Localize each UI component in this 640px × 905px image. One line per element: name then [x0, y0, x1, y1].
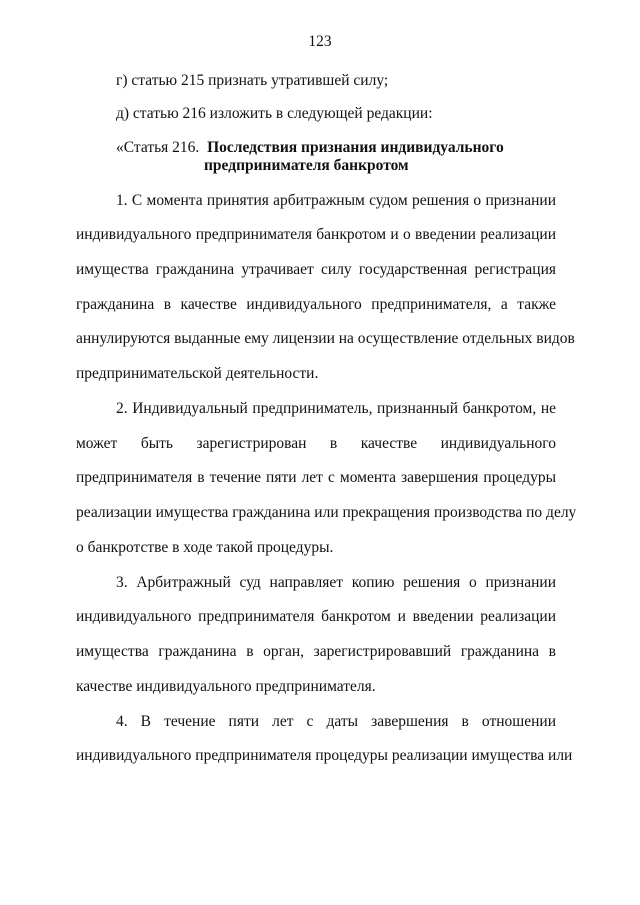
paragraph-line: качестве индивидуального предпринимателя.	[76, 678, 376, 695]
paragraph-line: аннулируются выданные ему лицензии на осуществление отдельных видов	[76, 330, 575, 347]
paragraph-line: имущества гражданина утрачивает силу государственная регистрация	[76, 261, 556, 278]
article-heading-line1	[116, 139, 504, 157]
paragraph-line: 2. Индивидуальный предприниматель, признанный банкротом, не	[116, 400, 556, 417]
item-d: д) статью 216 изложить в следующей редакции:	[116, 105, 433, 122]
paragraph-line: о банкротстве в ходе такой процедуры.	[76, 539, 334, 556]
paragraph-line: индивидуального предпринимателя процедуры реализации имущества или	[76, 747, 573, 764]
paragraph-line: индивидуального предпринимателя банкротом и о введении реализации	[76, 226, 556, 243]
article-title-line2: предпринимателя банкротом	[204, 157, 409, 174]
paragraph-line: гражданина в качестве индивидуального предпринимателя, а также	[76, 296, 556, 313]
paragraph-line: индивидуального предпринимателя банкротом и введении реализации	[76, 608, 556, 625]
paragraph-line: 4. В течение пяти лет с даты завершения в отношении	[116, 713, 556, 730]
item-g: г) статью 215 признать утратившей силу;	[116, 72, 389, 89]
paragraph-line: предпринимателя в течение пяти лет с момента завершения процедуры	[76, 469, 556, 486]
paragraph-line: может быть зарегистрирован в качестве индивидуального	[76, 435, 556, 452]
page-number: 123	[308, 33, 332, 50]
paragraph-line: предпринимательской деятельности.	[76, 365, 319, 382]
paragraph-line: 1. С момента принятия арбитражным судом решения о признании	[116, 192, 556, 209]
paragraph-line: имущества гражданина в орган, зарегистрировавший гражданина в	[76, 643, 556, 660]
paragraph-line: 3. Арбитражный суд направляет копию решения о признании	[116, 574, 556, 591]
article-title-line1: Последствия признания индивидуального	[207, 139, 504, 156]
paragraph-line: реализации имущества гражданина или прекращения производства по делу	[76, 504, 577, 521]
article-prefix: «Статья 216.	[116, 139, 200, 156]
